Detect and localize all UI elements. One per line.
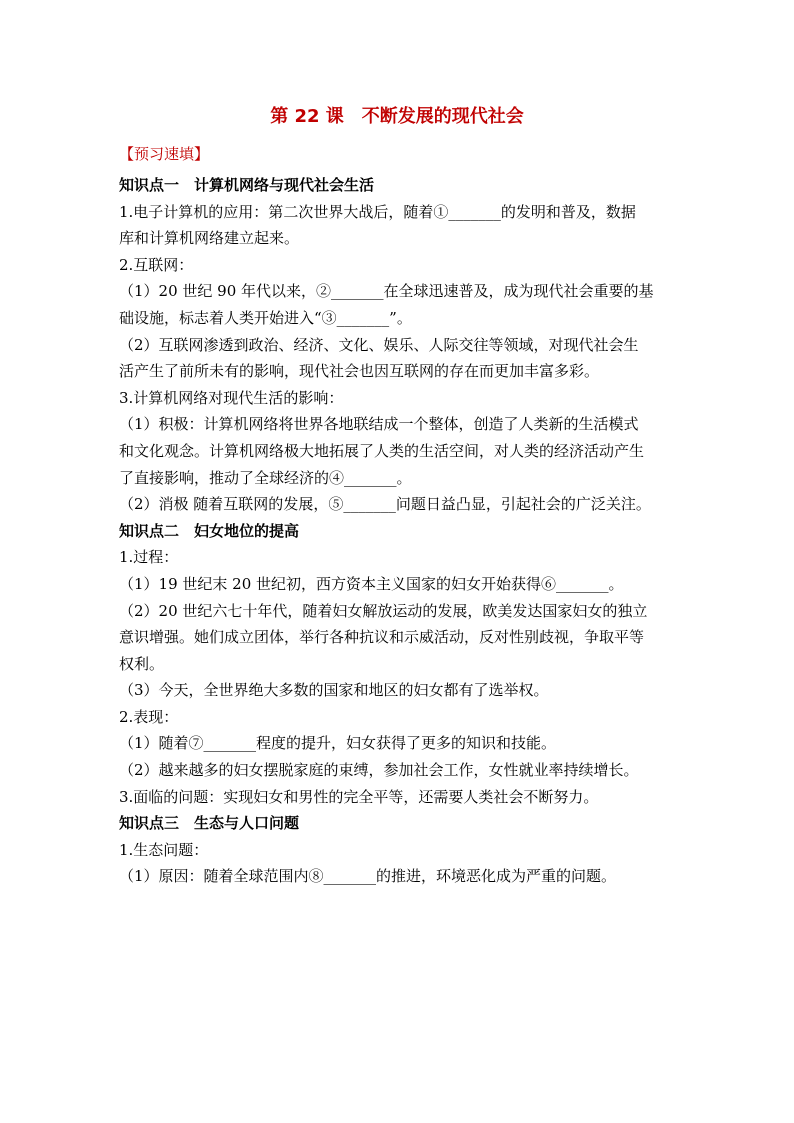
text-line: 意识增强。她们成立团体，举行各种抗议和示威活动，反对性别歧视，争取平等 xyxy=(119,628,645,647)
text-line: 2.互联网： xyxy=(119,255,194,274)
lesson-title: 第 22 课 不断发展的现代社会 xyxy=(270,106,524,127)
text-line: （1）随着⑦_______程度的提升，妇女获得了更多的知识和技能。 xyxy=(119,734,557,753)
text-line: （1）积极：计算机网络将世界各地联结成一个整体，创造了人类新的生活模式 xyxy=(119,415,639,434)
text-line: （2）互联网渗透到政治、经济、文化、娱乐、人际交往等领域，对现代社会生 xyxy=(119,335,639,354)
text-line: 2.表现： xyxy=(119,707,179,726)
text-line: 1.电子计算机的应用：第二次世界大战后，随着①_______的发明和普及，数据 xyxy=(119,202,636,221)
text-line: （3）今天，全世界绝大多数的国家和地区的妇女都有了选举权。 xyxy=(119,681,549,700)
text-line: （2）消极 随着互联网的发展，⑤_______问题日益凸显，引起社会的广泛关注。 xyxy=(119,495,651,514)
text-line: 库和计算机网络建立起来。 xyxy=(119,229,300,248)
text-line: 础设施，标志着人类开始进入“③_______”。 xyxy=(119,308,412,327)
text-line: 3.面临的问题：实现妇女和男性的完全平等，还需要人类社会不断努力。 xyxy=(119,787,599,806)
text-line: 活产生了前所未有的影响，现代社会也因互联网的存在而更加丰富多彩。 xyxy=(119,362,600,381)
lesson-content xyxy=(119,172,677,890)
text-line: 权利。 xyxy=(119,654,165,673)
text-line: （1）20 世纪 90 年代以来，②_______在全球迅速普及，成为现代社会重要的基 xyxy=(119,282,654,301)
text-line: （1）19 世纪末 20 世纪初，西方资本主义国家的妇女开始获得⑥_______。 xyxy=(119,574,624,593)
text-line: （2）越来越多的妇女摆脱家庭的束缚，参加社会工作，女性就业率持续增长。 xyxy=(119,761,639,780)
knowledge-point-heading: 知识点一 计算机网络与现代社会生活 xyxy=(119,176,375,194)
text-line: 1.过程： xyxy=(119,548,179,567)
text-line: 和文化观念。计算机网络极大地拓展了人类的生活空间，对人类的经济活动产生 xyxy=(119,441,645,460)
text-line: （2）20 世纪六七十年代，随着妇女解放运动的发展，欧美发达国家妇女的独立 xyxy=(119,601,648,620)
text-line: 了直接影响，推动了全球经济的④_______。 xyxy=(119,468,412,487)
knowledge-point-heading: 知识点三 生态与人口问题 xyxy=(119,814,300,833)
text-line: 3.计算机网络对现代生活的影响： xyxy=(119,388,344,407)
text-line: 1.生态问题： xyxy=(119,840,209,859)
section-tag: 【预习速填】 xyxy=(119,145,210,163)
text-line: （1）原因：随着全球范围内⑧_______的推进，环境恶化成为严重的问题。 xyxy=(119,867,617,886)
knowledge-point-heading: 知识点二 妇女地位的提高 xyxy=(119,521,300,540)
